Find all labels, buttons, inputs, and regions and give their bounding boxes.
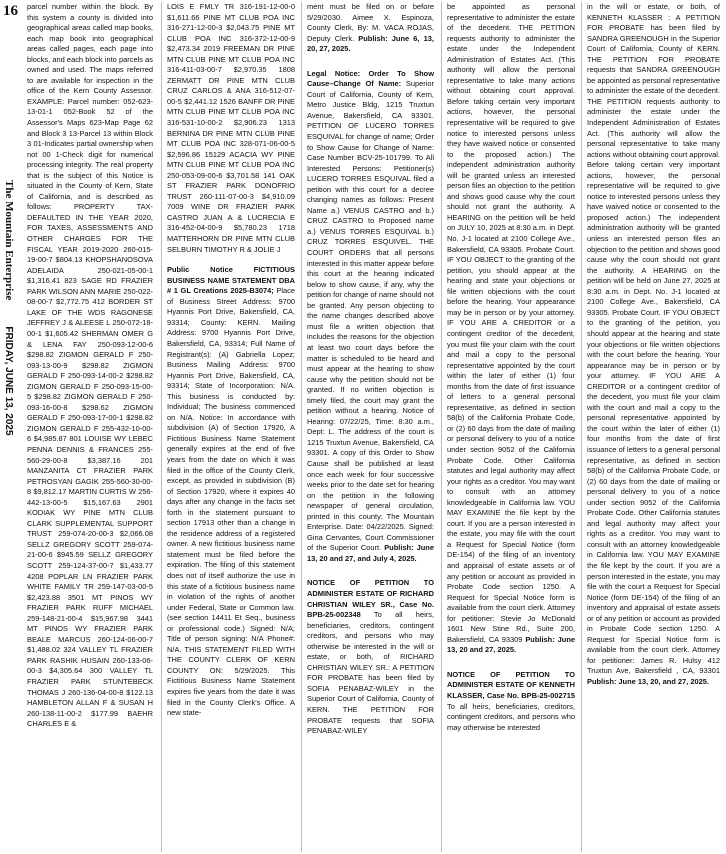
probate-notice-wiley-continued [447,2,575,656]
fbn-notice-continued [307,2,434,55]
probate-notice-klasser-continued [587,2,720,688]
name-change-notice [307,69,434,565]
running-header [3,180,15,436]
column-divider [301,2,302,852]
notice-heading: NOTICE OF PETITION TO ADMINISTER ESTATE OF RICHARD CHRISTIAN WILEY SR., Case No. BPB-25-002348 [307,578,434,620]
column-3 [307,2,434,852]
masthead: The Mountain Enterprise [3,180,15,301]
publish-dates: Publish: June 6, 13, 20, 27, 2025. [307,33,434,54]
tax-default-list-continued: LOIS E FMLY TR 316-191-12-00-0 $1,611.66 PINE MT CLUB POA INC 316-271-12-00-3 $2,043.75 PINE MT CLUB POA INC 316-372-12-00-9 $2,473.34 2019 FREEMAN DR PINE MTN CLUB PINE MT CLUB POA INC 316-411-03-00-7 $2,970.35 1808 ZERMATT DR PINE MTN CLUB CRUZ CARLOS & ANA 316-512-07-00-5 $2,441.12 1526 BANFF DR PINE MTN CLUB PINE MT CLUB POA INC 316-531-10-00-2 $2,906.23 1313 BERNINA DR PINE MTN CLUB PINE MT CLUB POA INC 328-071-06-00-5 $2,596.86 15129 ACACIA WY PINE MTN CLUB PINE MT CLUB POA INC 250-053-09-00-6 $3,701.58 141 OAK ST FRAZIER PARK DONOFRIO TRUST 260-111-07-00-3 $4,910.09 7009 WINE DR FRAZIER PARK CASTRO JUAN A & LUCRECIA E 316-452-04-00-9 $5,780.23 1718 MATTERHORN DR PINE MTN CLUB SELBURN TIMOTHY R & JOLIE J [167,2,295,254]
page-number: 16 [3,3,18,19]
notice-body: in the will or estate, or both, of KENNETH KLASSER : A PETITION FOR PROBATE has been filed by SANDRA GREENOUGH in the Superior Court of California, County of KERN. THE PETITION FOR PROBATE requests that SANDRA GREENOUGH be appointed as personal representative to administer the estate of the decedent. THE PETITION requests authority to administer the estate under the Independent Administration of Estates Act. (This authority will allow the personal representative to take many actions without obtaining court approval. Before taking certain very important actions, however, the personal representative will be required to give notice to interested persons unless they have waived notice or consented to the proposed action.) The independent administration authority will be granted unless an interested person files an objection to the petition and shows good cause why the court should not grant the authority. A HEARING on the petition will be held on June 27, 2025 at 8:30 a.m. in Dept. No. J-1 located at 2100 College Ave., Bakersfield, CA 93305. Probate Court. IF YOU OBJECT to the granting of the petition, you should appear at the hearing and state your objections or file written objections with the court before the hearing. Your appearance may be in person or by your attorney. IF YOU ARE A CREDITOR or a contingent creditor of the decedent, you must file your claim with the court and mail a copy to the personal representative appointed by the court within the later of either (1) four months from the date of first issuance of letters to a general personal representative, as defined in section 58(b) of the California Probate Code, or (2) 60 days from the date of mailing or personal delivery to you of a notice under section 9052 of the California Probate Code. Other California statutes and legal authority may affect your rights as a creditor. You may want to consult with an attorney knowledgeable in California law. YOU MAY EXAMINE the file kept by the court. If you are a person interested in the estate, you may file with the court a Request for Special Notice (form DE-154) of the filing of an inventory and appraisal of estate assets or of any petition or account as provided in Probate Code section 1250. A Request for Special Notice form is available from the court clerk. Attorney for petitioner: James R. Hulsy 412 Truxtun Ave, Bakersfield , CA, 93301 [587,2,720,676]
column-divider [441,2,442,852]
column-divider [581,2,582,852]
column-4 [447,2,575,852]
probate-notice-wiley [307,578,434,736]
column-5 [587,2,720,852]
tax-default-list-text: parcel number within the block. By this system a county is divided into geographical areas called map books, each map book into geographical areas called pages, each page into blocks, and each block into parcels as owned and used. The maps referred to are available for inspection in the office of the Kern County Assessor. EXAMPLE: Parcel number: 052-623-13-01-1 052-Book 52 of the Assessor's Maps 623-Map Page 62 and Block 3 13-Parcel 13 within Block 3 01-Indicates partial ownership when not 00 1-Check digit for numerical processing integrity. The real property that is the subject of this Notice is situated in the County of Kern, State of California, and is described as follows: PROPERTY TAX-DEFAULTED IN THE YEAR 2020, FOR TAXES, ASSESSMENTS AND OTHER CHARGES FOR THE FISCAL YEAR 2019-2020 260-015-19-00-7 $804.13 KHOPSHANOSOVA ADELAIDA 250-021-05-00-1 $1,316.41 823 SAGE RD FRAZIER PARK WILSON ANN MARIE 250-022-08-00-7 $2,772.75 412 BORDER ST LAKE OF THE WDS RAGONESE JEFFREY J & ALEESE L 250-072-18-00-1 $1,605.42 SHERMAN OMER G & LENA FAY 250-093-12-00-6 $298.82 ZIGMON GERALD F 250-093-13-00-9 $298.82 ZIGMON GERALD F 250-093-14-00-2 $298.82 ZIGMON GERALD F 250-093-15-00-5 $298.82 ZIGMON GERALD F 250-093-16-00-8 $298.62 ZIGMON GERALD F 250-093-17-00-1 $298.82 ZIGMON GERALD F 255-432-10-00-6 $4,985.87 801 LOUISE WY LEBEC PENNA DENNIS & FRANCES 255-560-29-00-8 $3,387.16 201 MANZANITA CT FRAZIER PARK PETROSYAN GAGIK 255-560-30-00-8 $9,812.17 MARTIN CURTIS W 256-442-13-00-5 $15,167.63 2901 KODIAK WY PINE MTN CLUB CLARK SUPPLEMENTAL SUPPORT TRUST 259-074-20-00-3 $2,066.08 SELLZ GREGORY SCOTT 259-074-21-00-6 $945.59 SELLZ GREGORY SCOTT 259-124-37-00-7 $1,433.77 4208 POPLAR LN FRAZIER PARK WHITE FAMILY TR 259-147-03-00-5 $2,423.88 3501 MT PINOS WY FRAZIER PARK RUFF MICHAEL 259-148-21-00-4 $15,967.98 3441 MT PINOS WY FRAZIER PARK BEALE MARCUS 260-124-06-00-7 $1,488.02 324 VALLEY TL FRAZIER PARK RASHIK HUSAIN 260-133-06-00-3 $4,305.64 300 VALLEY TL FRAZIER PARK STUNTEBECK THOMAS J 260-136-04-00-8 $122.13 HAMBLETON ALLAN F & SUSAN H 260-138-11-00-2 $177.99 BAEHR CHARLES E & [27,2,153,729]
publish-dates: Publish: June 13, 20 and 27, 2025. [447,634,575,655]
notice-body: To all heirs, beneficiaries, creditors, contingent creditors, and persons who may otherwise be interested in the will or estate, or both, of RICHARD CHRISTIAN WILEY SR.: A PETITION FOR PROBATE has been filed by SOFIA PENABAZ-WILEY in the Superior Court of California, County of KERN. THE PETITION FOR PROBATE requests that SOFIA PENABAZ-WILEY [307,610,434,736]
fictitious-business-notice [167,265,295,719]
notice-body: be appointed as personal representative to administer the estate of the decedent. THE PETITION requests authority to administer the estate under the Independent Administration of Estates Act. (This authority will allow the personal representative to take many actions without obtaining court approval. Before taking certain very important actions, however, the personal representative will be required to give notice to interested persons unless they have waived notice or consented to the proposed action.) The independent administration authority will be granted unless an interested person files an objection to the petition and shows good cause why the court should not grant the authority. A HEARING on the petition will be held on JULY 10, 2025 at 8:30 a.m. in Dept. No. J-1 located at 2100 College Ave., Bakersfield, CA 93305. Probate Court. IF YOU OBJECT to the granting of the petition, you should appear at the hearing and state your objections or file written objections with the court before the hearing. Your appearance may be in person or by your attorney. IF YOU ARE A CREDITOR or a contingent creditor of the decedent, you must file your claim with the court and mail a copy to the personal representative appointed by the court within the later of either (1) four months from the date of first issuance of letters to a general personal representative, as defined in section 58(b) of the California Probate Code, or (2) 60 days from the date of mailing or personal delivery to you of a notice under section 9052 of the California Probate Code. Other California statutes and legal authority may affect your rights as a creditor. You may want to consult with an attorney knowledgeable in California law. YOU MAY EXAMINE the file kept by the court. If you are a person interested in the estate, you may file with the court a Request for Special Notice (form DE-154) of the filing of an inventory and appraisal of estate assets or of any petition or account as provided in Probate Code section 1250. A Request for Special Notice form is available from the court clerk. Attorney for petitioner: Stevie Jo McDonald 1601 New Stine Rd., Suite 200, Bakersfield, CA 93309 [447,2,575,644]
column-2 [167,2,295,852]
notice-heading: Legal Notice: Order To Show Cause–Change Of Name: [307,68,434,89]
notice-body: ment must be filed on or before 5/29/2030. Aimee X. Espinoza, County Clerk, By: M. VACA ROJAS, Deputy Clerk. [307,2,434,43]
notice-body: To all heirs, beneficiaries, creditors, contingent creditors, and persons who may otherwise be interested [447,701,575,732]
notice-heading: NOTICE OF PETITION TO ADMINISTER ESTATE OF KENNETH KLASSER, Case No. BPB-25-002715 [447,669,575,700]
issue-date: FRIDAY, JUNE 13, 2025 [3,326,14,436]
column-divider [161,2,162,852]
side-margin [0,0,24,854]
publish-dates: Publish: June 13, 20, and 27, 2025. [587,677,709,686]
probate-notice-klasser [447,670,575,733]
notice-body: Place of Business Street Address: 9700 Hyannis Port Drive, Bakersfield, CA, 93314; County: KERN. Mailing Address: 9700 Hyannis Port Drive, Bakersfield, CA, 93314; Full Name of Registrant(s): (A) Gabriella Lopez; Business Mailing Address: 9700 Hyannis Port Drive, Bakersfield, CA, 93314; State of Incorporation: N/A. This business is conducted by: Individual; The business commenced on N/A. Notice: In accordance with subdivision (A) of Section 17920, A Fictitious Business Name Statement generally expires at the end of five years from the date on which it was filed in the office of the County Clerk, except, as provided in subdivision (B) of Section 17920, where it expires 40 days after any change in the facts set forth in the statement pursuant to section 17913 other than a change in the residence address of a registered owner. A new fictitious business name statement must be filed before the expiration. The filing of this statement does not of itself authorize the use in this state of a fictitious business name in violation of the rights of another under Federal, State or Common law. (see section 14411 Et Seq., business or professional code.) Signed: N/A; Title of person signing: N/A Phone#: N/A. THIS STATEMENT FILED WITH THE COUNTY CLERK OF KERN COUNTY ON: 5/29/2025. This Fictitious Business Name Statement expires five years from the date it was filed in the County Clerk's Office. A new state- [167,286,295,718]
notice-heading: Public Notice FICTITIOUS BUSINESS NAME STATEMENT DBA # 1 GL Creations 2025-B3074; [167,265,295,296]
notice-body: Superior Court of California, County of Kern, Metro Justice Bldg, 1215 Truxtun Avenue, Bakersfield, CA 93301. PETITION OF LUCERO TORRES ESQUIVAL for change of name; Order to Show Cause for Change of Name: Case Number BCV-25-101799. To All Interested Persons: Petitioner(s) LUCERO TORRES ESQUIVAL filed a petition with this court for a decree changing names as follows: Present Name a.) VENUS CASTRO and b.) CRUZ CASTRO to Proposed name a.) VENUS TORRES ESQUIVAL b.) CRUZ TORRES ESQUIVEL. THE COURT ORDERS that all persons interested in this matter appear before this court at the hearing indicated below to show cause, if any, why the petition for change of name should not be granted. Any person objecting to the name changes described above must file a written objection that includes the reasons for the objection at least two court days before the matter is scheduled to be heard and must appear at the hearing to show cause why the petition should not be granted. If no written objection is timely filed, the court may grant the petition without a hearing. Notice of Hearing: 07/22/25, Time: 8:30 a.m., Dept: L. The address of the court is 1215 Truxtun Avenue, Bakersfield, CA 93301. A copy of this Order to Show Cause shall be published at least once each week for four successive weeks prior to the date set for hearing on the petition in the following newspaper of general circulation, printed in this county: The Mountain Enterprise. Date: 04/22/2025. Signed: Gina Cervantes, Court Commissioner of the Superior Court. [307,79,434,553]
publish-dates: Publish: June 13, 20 and 27, and July 4, 2025. [307,543,434,563]
column-1 [27,2,153,852]
